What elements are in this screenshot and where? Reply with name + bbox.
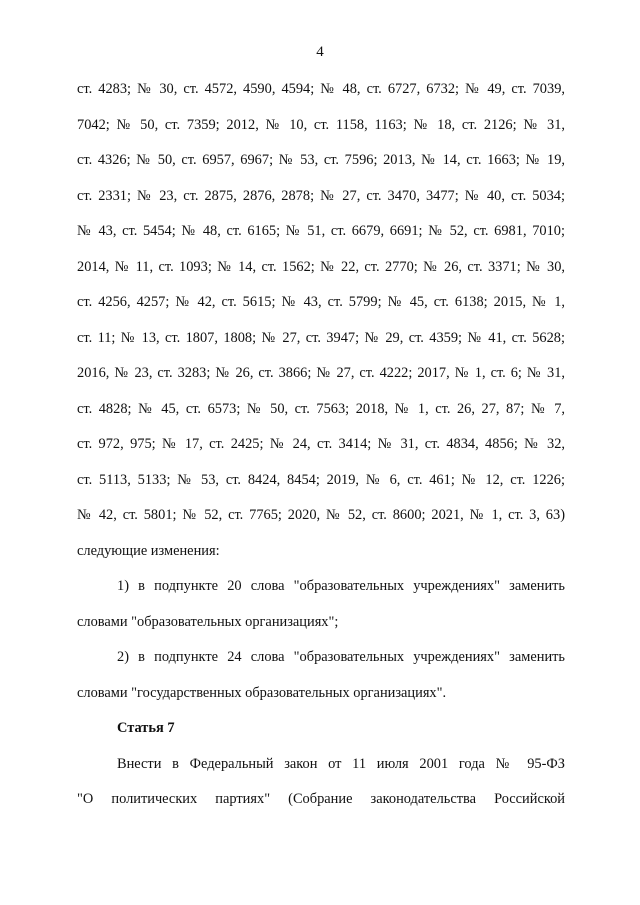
page-number: 4 bbox=[316, 44, 324, 60]
article-text-line-1: Внести в Федеральный закон от 11 июля 2001 года № 95-ФЗ bbox=[117, 756, 565, 772]
text-line: 7042; № 50, ст. 7359; 2012, № 10, ст. 1158, 1163; № 18, ст. 2126; № 31, bbox=[77, 117, 565, 133]
text-line: 2016, № 23, ст. 3283; № 26, ст. 3866; № 27, ст. 4222; 2017, № 1, ст. 6; № 31, bbox=[77, 365, 565, 381]
list-item-2-line-1: 2) в подпункте 24 слова "образовательных учреждениях" заменить bbox=[117, 649, 565, 665]
text-line: ст. 2331; № 23, ст. 2875, 2876, 2878; № 27, ст. 3470, 3477; № 40, ст. 5034; bbox=[77, 188, 565, 204]
text-line: ст. 4283; № 30, ст. 4572, 4590, 4594; № 48, ст. 6727, 6732; № 49, ст. 7039, bbox=[77, 81, 565, 97]
list-item-2-line-2: словами "государственных образовательных организациях". bbox=[77, 685, 447, 701]
text-line: 2014, № 11, ст. 1093; № 14, ст. 1562; № 22, ст. 2770; № 26, ст. 3371; № 30, bbox=[77, 259, 565, 275]
text-line: ст. 4256, 4257; № 42, ст. 5615; № 43, ст. 5799; № 45, ст. 6138; 2015, № 1, bbox=[77, 294, 565, 310]
text-line: ст. 4326; № 50, ст. 6957, 6967; № 53, ст. 7596; 2013, № 14, ст. 1663; № 19, bbox=[77, 152, 565, 168]
list-item-1-line-1: 1) в подпункте 20 слова "образовательных учреждениях" заменить bbox=[117, 578, 565, 594]
article-heading: Статья 7 bbox=[117, 720, 175, 736]
text-line: № 42, ст. 5801; № 52, ст. 7765; 2020, № 52, ст. 8600; 2021, № 1, ст. 3, 63) bbox=[77, 507, 565, 523]
text-line: ст. 11; № 13, ст. 1807, 1808; № 27, ст. 3947; № 29, ст. 4359; № 41, ст. 5628; bbox=[77, 330, 565, 346]
text-line: ст. 4828; № 45, ст. 6573; № 50, ст. 7563; 2018, № 1, ст. 26, 27, 87; № 7, bbox=[77, 401, 565, 417]
list-item-1-line-2: словами "образовательных организациях"; bbox=[77, 614, 339, 630]
text-line: № 43, ст. 5454; № 48, ст. 6165; № 51, ст. 6679, 6691; № 52, ст. 6981, 7010; bbox=[77, 223, 565, 239]
text-line: ст. 5113, 5133; № 53, ст. 8424, 8454; 2019, № 6, ст. 461; № 12, ст. 1226; bbox=[77, 472, 565, 488]
article-text-line-2: "О политических партиях" (Собрание законодательства Российской bbox=[77, 791, 565, 807]
text-line: ст. 972, 975; № 17, ст. 2425; № 24, ст. 3414; № 31, ст. 4834, 4856; № 32, bbox=[77, 436, 565, 452]
text-line: следующие изменения: bbox=[77, 543, 220, 559]
